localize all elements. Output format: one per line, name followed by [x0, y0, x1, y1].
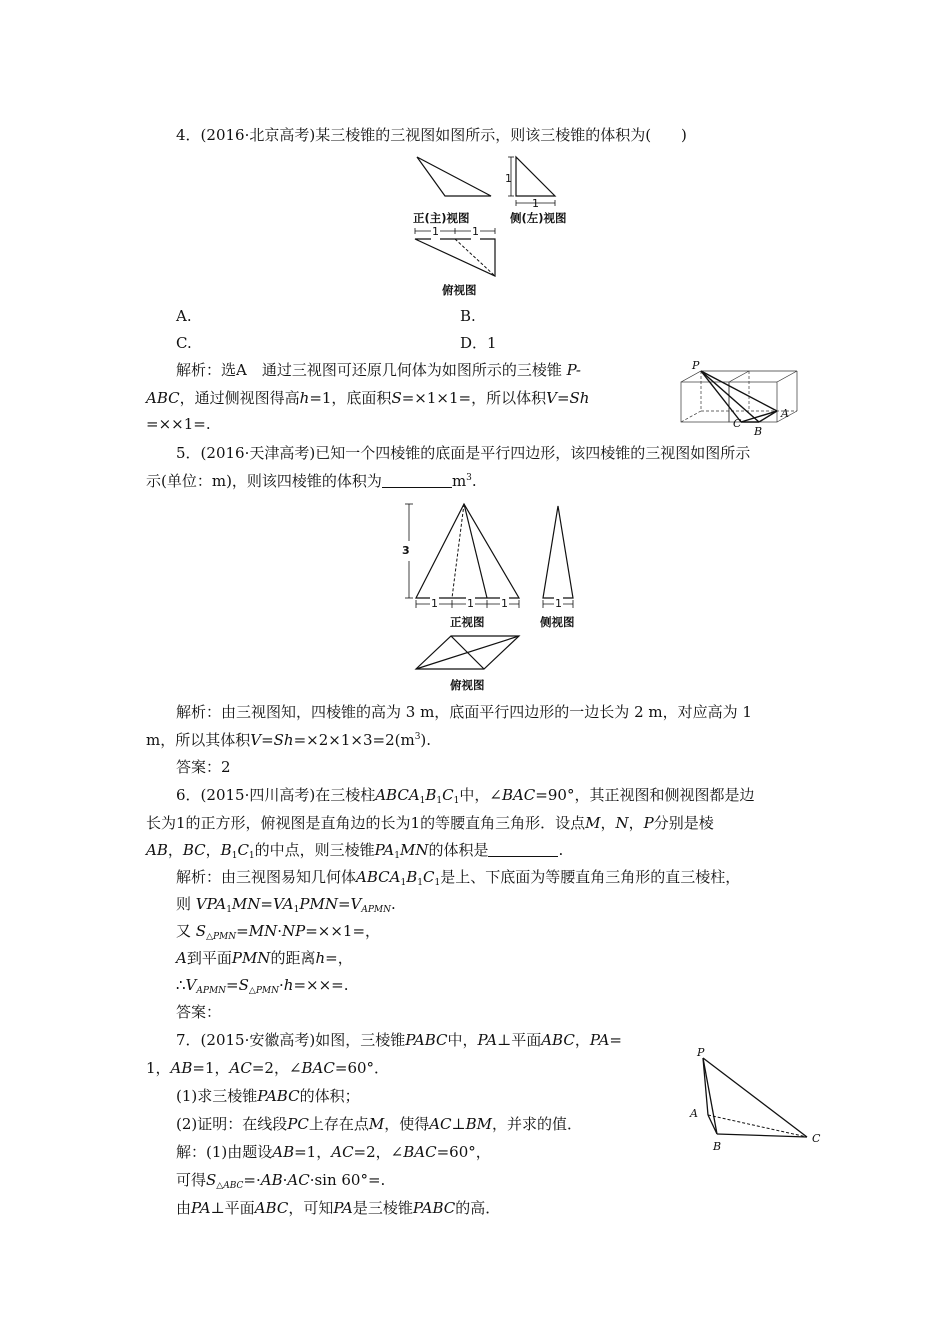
q5-height-label: 3 [402, 541, 410, 561]
q5-front-width-label-1: 1 [430, 594, 439, 614]
q4-solution-line3: =××1=. [146, 415, 211, 433]
q7-solution-line3: 由PA⊥平面ABC，可知PA是三棱锥PABC的高． [176, 1199, 501, 1217]
q5-stem-line2: 示(单位：m)，则该四棱锥的体积为 $m^3$. [146, 472, 477, 490]
q6-stem-line2: 长为1的正方形，俯视图是直角边的长为1的等腰直角三角形．设点M，N，P分别是棱 [146, 814, 714, 832]
q5-side-view-caption: 侧视图 [540, 615, 575, 629]
q4-fig-label-c: C [733, 417, 742, 430]
q4-fig-label-a: A [781, 407, 789, 420]
q6-solution-line2: 则 $VPA_1MN=VA_1PMN=V_{APMN}$. [176, 895, 396, 915]
q4-solution-line2: ABC，通过侧视图得高h=1，底面积S=×1×1=，所以体积V=Sh [146, 389, 590, 407]
q4-option-b: B. [460, 307, 476, 325]
q6-answer: 答案： [176, 1003, 222, 1021]
q5-top-view-caption: 俯视图 [450, 678, 485, 692]
q4-fig-label-p: P [692, 359, 700, 372]
q4-top-left-label: 1 [431, 222, 440, 242]
q6-solution-line3: 又 $S_{\triangle PMN}=MN\cdot NP=\times\times 1=$， [176, 922, 381, 942]
q4-option-c: C. [176, 334, 192, 352]
q6-stem-line3: AB，BC，$B_1C_1$的中点，则三棱锥$PA_1MN$的体积是 . [146, 841, 564, 861]
q4-side-view-caption: 侧(左)视图 [510, 211, 567, 225]
q5-stem-line1: 5．(2016·天津高考)已知一个四棱锥的底面是平行四边形，该四棱锥的三视图如图所示 [176, 444, 751, 462]
q7-stem-line2: 1，AB=1，AC=2，∠BAC=60°． [146, 1059, 390, 1077]
q5-solution-line2: m，所以其体积$V=Sh=\times 2\times 1\times 3=2(m^3)$. [146, 731, 432, 749]
q6-stem-line1: 6．(2015·四川高考)在三棱柱$ABCA_1B_1C_1$中，∠BAC=90°，其正视图和侧视图都是边 [176, 786, 755, 806]
q7-fig-label-b: B [713, 1140, 722, 1153]
q6-solution-line4: A到平面PMN的距离h=， [176, 949, 353, 967]
q4-top-view-caption: 俯视图 [442, 283, 477, 297]
q7-solution-line2: 可得$S_{\triangle ABC}=\cdot AB\cdot AC\cdot\sin$ 60°=. [176, 1171, 386, 1191]
q7-solution-line1: 解：(1)由题设AB=1，AC=2，∠BAC=60°， [176, 1143, 491, 1161]
q7-fig-label-c: C [812, 1132, 821, 1145]
q7-fig-label-a: A [690, 1107, 698, 1120]
q7-part1: (1)求三棱锥PABC的体积； [176, 1087, 360, 1105]
q7-part2: (2)证明：在线段PC上存在点M，使得AC⊥BM，并求的值． [176, 1115, 583, 1133]
q7-stem-line1: 7．(2015·安徽高考)如图，三棱锥PABC中，PA⊥平面ABC，PA= [176, 1031, 622, 1049]
q4-option-a: A. [176, 307, 192, 325]
q4-solution-line1: 解析：选A 通过三视图可还原几何体为如图所示的三棱锥 P- [176, 361, 581, 379]
q6-solution-line5: $\therefore V_{APMN}=S_{\triangle PMN}\cdot h=\times\times=$. [176, 976, 349, 996]
q5-front-width-label-3: 1 [500, 594, 509, 614]
q5-answer: 答案：2 [176, 758, 231, 776]
q4-stem: 4．(2016·北京高考)某三棱锥的三视图如图所示，则该三棱锥的体积为( ) [176, 126, 687, 144]
q4-fig-label-b: B [754, 425, 763, 438]
q5-solution-line1: 解析：由三视图知，四棱锥的高为 3 m，底面平行四边形的一边长为 2 m，对应高为 1 [176, 703, 752, 721]
q4-side-height-label: 1 [505, 172, 512, 185]
q7-fig-label-p: P [697, 1046, 705, 1059]
q5-front-view-caption: 正视图 [450, 615, 485, 629]
q4-front-view-caption: 正(主)视图 [413, 211, 470, 225]
q4-side-width-label: 1 [532, 197, 539, 210]
q6-solution-line1: 解析：由三视图易知几何体$ABCA_1B_1C_1$是上、下底面为等腰直角三角形的直三棱柱， [176, 868, 741, 888]
q5-front-width-label-2: 1 [466, 594, 475, 614]
q4-option-d: D．1 [460, 334, 497, 352]
q4-top-right-label: 1 [471, 222, 480, 242]
q5-side-width-label: 1 [554, 594, 563, 614]
